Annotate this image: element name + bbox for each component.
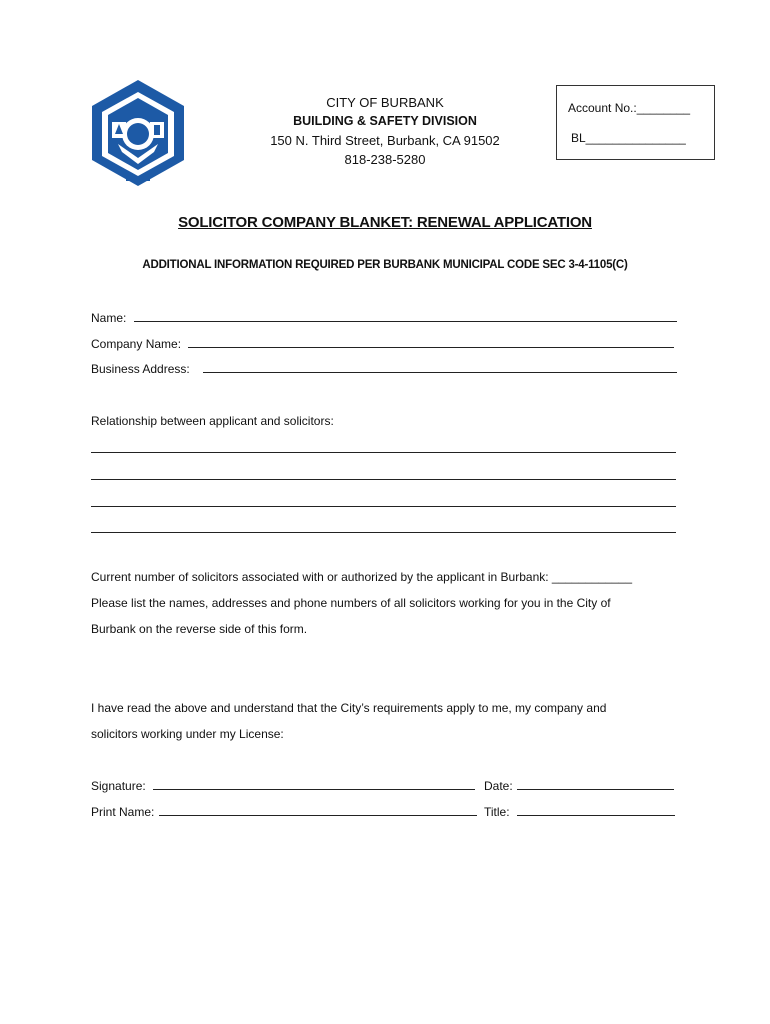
- signature-label: Signature:: [91, 779, 146, 793]
- solicitors-count-question[interactable]: Current number of solicitors associated with or authorized by the applicant in Burbank: ____________: [91, 570, 632, 584]
- title-row: [484, 804, 675, 819]
- business-address-label: Business Address:: [91, 362, 190, 376]
- relationship-line-2[interactable]: [91, 479, 676, 480]
- header-block: [240, 93, 530, 169]
- company-name-field[interactable]: [188, 336, 674, 348]
- account-box: [556, 85, 715, 160]
- business-address-field[interactable]: [203, 361, 677, 373]
- name-field[interactable]: [134, 310, 677, 322]
- list-instruction-line-2: Burbank on the reverse side of this form.: [91, 622, 308, 636]
- print-name-field[interactable]: [159, 804, 477, 816]
- bl-number-field[interactable]: BL_______________: [571, 131, 686, 145]
- acknowledgement-line-1: I have read the above and understand that the City’s requirements apply to me, my company and: [91, 701, 607, 715]
- office-address: 150 N. Third Street, Burbank, CA 91502: [270, 133, 500, 148]
- title-label: Title:: [484, 805, 510, 819]
- division-name: BUILDING & SAFETY DIVISION: [293, 114, 477, 128]
- acknowledgement-line-2: solicitors working under my License:: [91, 727, 284, 741]
- company-name-row: [91, 336, 674, 351]
- date-field[interactable]: [517, 778, 674, 790]
- name-row: [91, 310, 677, 325]
- title-field[interactable]: [517, 804, 675, 816]
- name-label: Name:: [91, 311, 127, 325]
- relationship-label: Relationship between applicant and solicitors:: [91, 414, 334, 428]
- print-name-row: [91, 804, 477, 819]
- relationship-line-4[interactable]: [91, 532, 676, 533]
- account-number-field[interactable]: Account No.:________: [568, 101, 691, 115]
- form-subtitle: ADDITIONAL INFORMATION REQUIRED PER BURBANK MUNICIPAL CODE SEC 3-4-1105(C): [142, 259, 628, 271]
- relationship-line-1[interactable]: [91, 452, 676, 453]
- city-seal-logo: [88, 78, 188, 188]
- office-phone: 818-238-5280: [344, 152, 426, 167]
- date-label: Date:: [484, 779, 513, 793]
- relationship-line-3[interactable]: [91, 506, 676, 507]
- date-row: [484, 778, 674, 793]
- signature-field[interactable]: [153, 778, 475, 790]
- print-name-label: Print Name:: [91, 805, 155, 819]
- city-name: CITY OF BURBANK: [326, 95, 444, 110]
- signature-row: [91, 778, 475, 793]
- company-name-label: Company Name:: [91, 337, 182, 351]
- form-title: SOLICITOR COMPANY BLANKET: RENEWAL APPLICATION: [178, 214, 592, 231]
- list-instruction-line-1: Please list the names, addresses and phone numbers of all solicitors working for you in the City of: [91, 596, 611, 610]
- business-address-row: [91, 361, 677, 376]
